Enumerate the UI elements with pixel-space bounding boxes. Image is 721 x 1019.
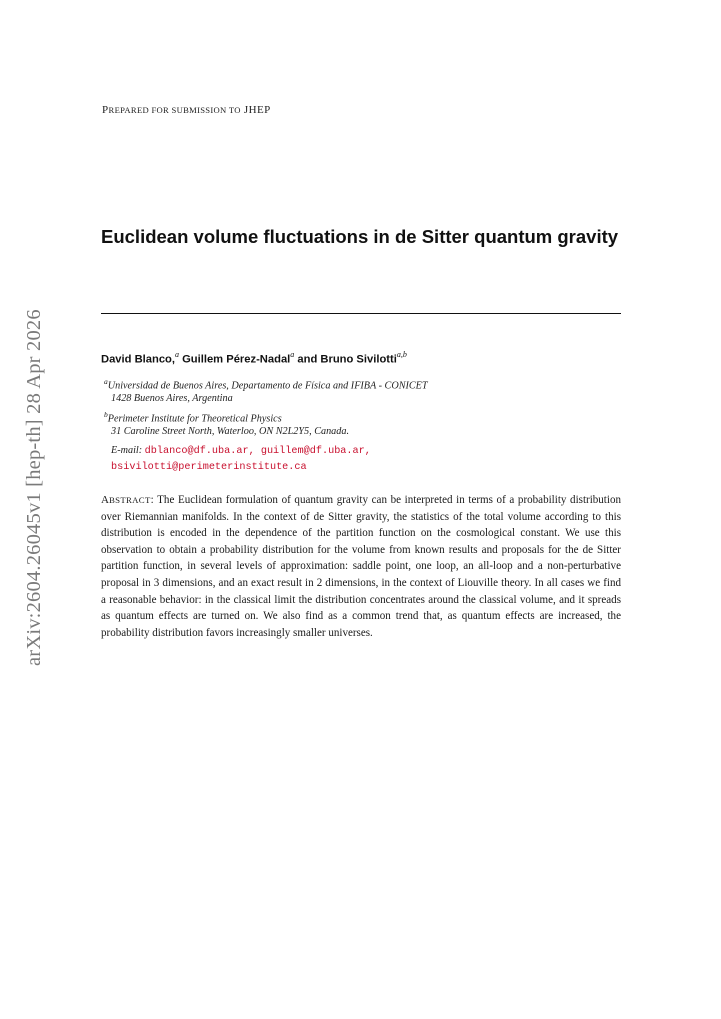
abstract [101, 492, 621, 641]
affiliation-line: Perimeter Institute for Theoretical Physics [107, 413, 282, 425]
affiliation-a-address: 1428 Buenos Aires, Argentina [111, 393, 233, 404]
submission-note-text: REPARED FOR SUBMISSION TO [108, 105, 241, 115]
paper-title: Euclidean volume fluctuations in de Sitter quantum gravity [101, 226, 619, 247]
email-label: E-mail: [111, 445, 143, 456]
affiliation-b-address: 31 Caroline Street North, Waterloo, ON N2L2Y5, Canada. [111, 426, 350, 437]
arxiv-identifier-stamp: arXiv:2604.26045v1 [hep-th] 28 Apr 2026 [23, 309, 45, 666]
author-affiliation-mark: a [290, 350, 295, 359]
author-affiliation-mark: a,b [396, 350, 407, 359]
abstract-heading: BSTRACT [108, 495, 151, 505]
author-separator: and [294, 353, 321, 366]
title-rule [101, 313, 621, 314]
submission-note-initial: P [102, 104, 109, 116]
author-list [101, 351, 407, 366]
email-addresses[interactable]: dblanco@df.uba.ar, guillem@df.uba.ar, [144, 446, 371, 457]
author-name: Bruno Sivilotti [320, 353, 397, 366]
author-name: David Blanco, [101, 353, 175, 366]
author-affiliation-mark: a [174, 350, 179, 359]
abstract-heading-colon: : [150, 494, 154, 506]
journal-name: JHEP [243, 104, 271, 116]
affiliation-mark: b [104, 410, 108, 419]
affiliation-mark: a [104, 377, 108, 386]
submission-note [102, 104, 271, 116]
affiliation-line: Universidad de Buenos Aires, Departamento de Física and IFIBA - CONICET [107, 380, 428, 392]
author-name: Guillem Pérez-Nadal [182, 353, 291, 366]
abstract-text: The Euclidean formulation of quantum gravity can be interpreted in terms of a probability distribution over Riemannian manifolds. In the context of de Sitter gravity, the statistics of the total volume according to this distribution is encoded in the dependence of the partition function on the cosmological constant. We use this observation to obtain a probability distribution for the volume from known results and proposals for the de Sitter partition function, in several levels of approximation: saddle point, one loop, an all-loop and a non-perturbative proposal in 3 dimensions, and an exact result in 2 dimensions, in the context of Liouville theory. In all cases we find a reasonable behavior: in the classical limit the distribution concentrates around the classical volume, and it spreads as quantum effects are turned on. We also find as a common trend that, as quantum effects are increased, the probability distribution favors increasingly smaller universes. [101, 494, 621, 639]
email-address-continued[interactable]: bsivilotti@perimeterinstitute.ca [111, 462, 307, 473]
abstract-heading-initial: A [101, 494, 109, 506]
email-line [111, 442, 371, 460]
